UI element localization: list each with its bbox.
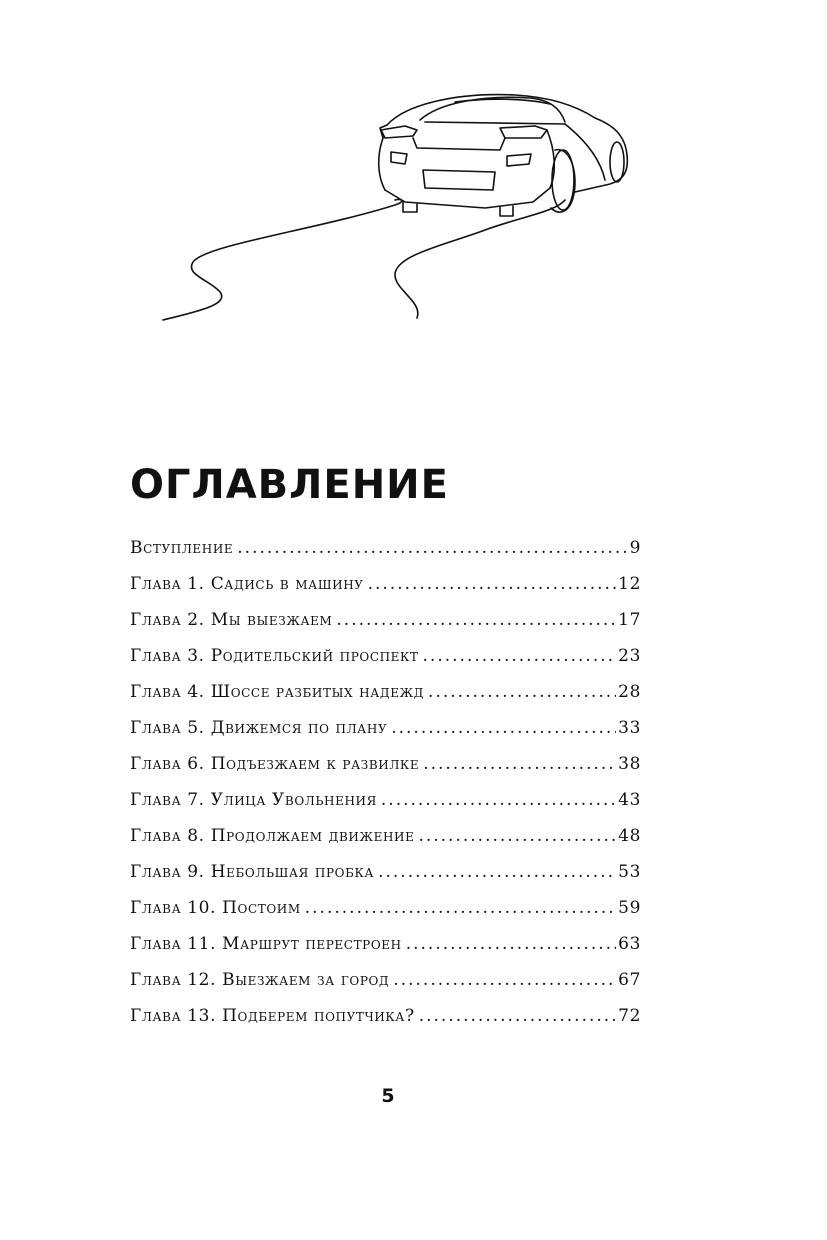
car-on-road-icon [155,80,645,330]
toc-entry-page: 43 [618,790,641,810]
toc-entry-page: 63 [618,934,641,954]
toc-entry-title: Вступление [130,538,234,558]
toc-entry-title: Глава 5. Движемся по плану [130,718,388,738]
toc-entry-page: 53 [618,862,641,882]
toc-leader-dots [428,682,616,702]
toc-leader-dots [423,646,617,666]
toc-leader-dots [336,610,616,630]
toc-entry-title: Глава 8. Продолжаем движение [130,826,415,846]
toc-row[interactable] [130,718,641,754]
toc-entry-title: Глава 6. Подъезжаем к развилке [130,754,420,774]
toc-entry-title: Глава 4. Шоссе разбитых надежд [130,682,425,702]
toc-row[interactable] [130,970,641,1006]
toc-entry-page: 9 [629,538,641,558]
toc-leader-dots [237,538,627,558]
toc-leader-dots [391,718,616,738]
toc-entry-title: Глава 10. Постоим [130,898,301,918]
toc-entry-title: Глава 13. Подберем попутчика? [130,1006,415,1026]
toc-entry-title: Глава 7. Улица Увольнения [130,790,377,810]
toc-entry-page: 12 [618,574,641,594]
toc-leader-dots [423,754,616,774]
toc-row[interactable] [130,538,641,574]
toc-row[interactable] [130,826,641,862]
toc-entry-title: Глава 3. Родительский проспект [130,646,419,666]
toc-leader-dots [406,934,616,954]
toc-row[interactable] [130,790,641,826]
toc-leader-dots [418,826,616,846]
toc-entry-page: 33 [618,718,641,738]
toc-entry-title: Глава 11. Маршрут перестроен [130,934,402,954]
car-illustration [155,80,645,330]
toc-leader-dots [378,862,616,882]
toc-row[interactable] [130,610,641,646]
toc-row[interactable] [130,934,641,970]
toc-leader-dots [368,574,617,594]
toc-leader-dots [393,970,616,990]
table-of-contents [130,538,641,1042]
toc-leader-dots [381,790,616,810]
toc-entry-title: Глава 2. Мы выезжаем [130,610,333,630]
toc-entry-page: 48 [618,826,641,846]
toc-row[interactable] [130,682,641,718]
toc-entry-title: Глава 12. Выезжаем за город [130,970,390,990]
toc-row[interactable] [130,574,641,610]
toc-entry-page: 23 [618,646,641,666]
toc-entry-title: Глава 1. Садись в машину [130,574,364,594]
toc-entry-page: 28 [618,682,641,702]
toc-entry-title: Глава 9. Небольшая пробка [130,862,375,882]
toc-leader-dots [305,898,616,918]
toc-leader-dots [419,1006,616,1026]
toc-entry-page: 67 [618,970,641,990]
toc-entry-page: 17 [618,610,641,630]
toc-row[interactable] [130,898,641,934]
toc-row[interactable] [130,754,641,790]
page-title: ОГЛАВЛЕНИЕ [130,462,449,508]
page-number: 5 [381,1085,395,1107]
toc-entry-page: 38 [618,754,641,774]
toc-row[interactable] [130,862,641,898]
toc-entry-page: 72 [618,1006,641,1026]
toc-row[interactable] [130,1006,641,1042]
toc-entry-page: 59 [618,898,641,918]
toc-row[interactable] [130,646,641,682]
